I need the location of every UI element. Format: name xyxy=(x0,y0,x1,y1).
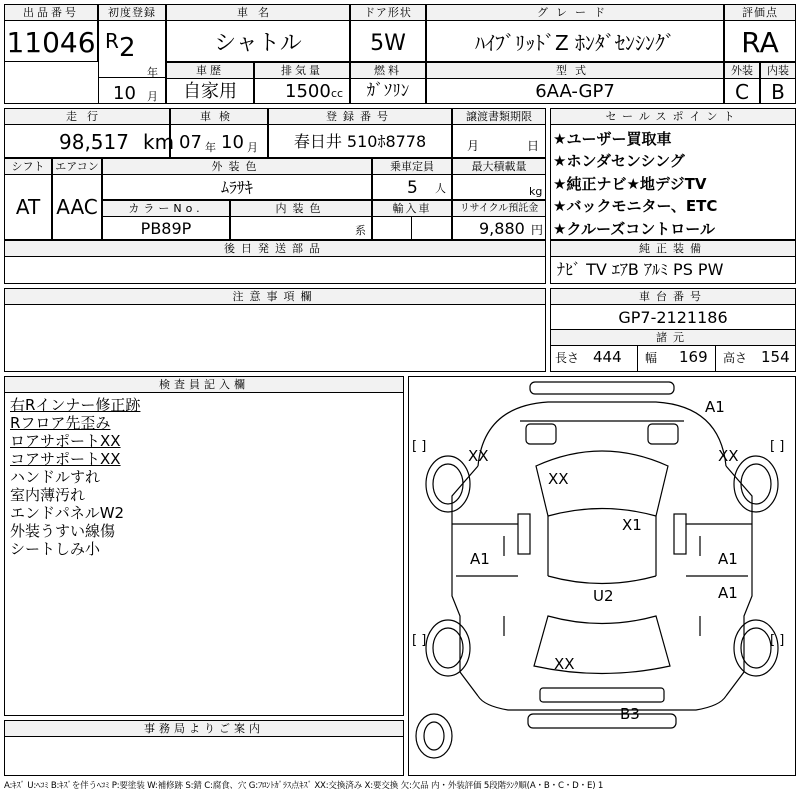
interior-grade: B xyxy=(771,80,785,104)
mark-a1-right-rear: A1 xyxy=(718,584,738,602)
equipment: ﾅﾋﾞ TV ｴｱB ｱﾙﾐ PS PW xyxy=(557,260,724,279)
fuel-cell xyxy=(350,62,426,104)
interior-color-label: 内装色 xyxy=(231,201,371,217)
later-parts-label: 後日発送部品 xyxy=(5,241,545,257)
lot-number-cell xyxy=(4,4,98,62)
mark-xx-front-left: XX xyxy=(468,447,489,465)
inspector-line-6: 室内薄汚れ xyxy=(10,486,86,504)
chassis-number: GP7-2121186 xyxy=(618,308,728,327)
interior-color-unit: 系 xyxy=(355,224,366,237)
mark-xx-hood: XX xyxy=(548,470,569,488)
recycle-label: リサイクル預託金 xyxy=(453,201,545,217)
recycle-unit: 円 xyxy=(531,223,544,237)
height: 154 xyxy=(761,348,790,366)
displacement: 1500 xyxy=(285,81,331,102)
plate-cell xyxy=(268,108,452,158)
sales-point-1: ★ユーザー買取車 xyxy=(553,130,672,148)
colorno-cell xyxy=(102,200,230,240)
recycle-cell xyxy=(452,200,546,240)
score-label: 評価点 xyxy=(725,5,795,21)
plate: 春日井 510ﾎ8778 xyxy=(293,132,427,151)
inspector-line-2: Rフロア先歪み xyxy=(10,414,111,432)
score: RA xyxy=(741,26,779,59)
model-label: 型式 xyxy=(427,63,723,79)
transfer-day-unit: 日 xyxy=(527,139,540,153)
import-label: 輸入車 xyxy=(373,201,451,217)
maxload-label: 最大積載量 xyxy=(453,159,545,175)
mark-a1-right-door: A1 xyxy=(718,550,738,568)
mileage-cell xyxy=(4,108,175,158)
bracket-right-front: [ ] xyxy=(770,439,785,454)
inspector-line-1: 右Rインナー修正跡 xyxy=(10,396,141,414)
year-unit: 年 xyxy=(147,66,158,79)
interior-grade-cell xyxy=(760,62,796,104)
mark-x1: X1 xyxy=(622,516,642,534)
inspection-month: 10 xyxy=(221,132,244,153)
inspector-line-4: コアサポートXX xyxy=(10,450,121,468)
score-cell xyxy=(724,4,796,62)
capacity-unit: 人 xyxy=(435,182,446,195)
era: R xyxy=(105,29,119,53)
grade-label: グレード xyxy=(427,5,723,21)
month-unit: 月 xyxy=(147,90,158,103)
inspector-line-5: ハンドルすれ xyxy=(10,468,101,486)
first-registration-cell xyxy=(98,4,166,104)
transfer-cell xyxy=(452,108,546,158)
sales-points-label: セールスポイント xyxy=(551,109,795,125)
fuel: ｶﾞｿﾘﾝ xyxy=(366,81,410,101)
ac: AAC xyxy=(56,195,98,219)
mark-u2: U2 xyxy=(593,587,614,605)
grade: ﾊｲﾌﾞﾘｯﾄﾞZ ﾎﾝﾀﾞｾﾝｼﾝｸﾞ xyxy=(474,31,676,55)
interior-grade-label: 内装 xyxy=(761,63,795,79)
shift-label: シフト xyxy=(5,159,51,175)
mileage: 98,517 xyxy=(59,130,129,154)
ac-cell xyxy=(52,158,102,240)
shift: AT xyxy=(15,195,41,219)
width: 169 xyxy=(679,348,708,366)
car-name-cell xyxy=(166,4,350,62)
car-name-label: 車名 xyxy=(167,5,349,21)
recycle: 9,880 xyxy=(479,219,525,238)
transfer-month-unit: 月 xyxy=(467,139,480,153)
bracket-left-rear: [ ] xyxy=(412,633,427,648)
inspector-line-9: シートしみ小 xyxy=(10,540,101,558)
length: 444 xyxy=(593,348,622,366)
color-label: 外装色 xyxy=(103,159,371,175)
era-year: 2 xyxy=(119,33,136,63)
interior-color-cell xyxy=(230,200,372,240)
first-registration-label: 初度登録 xyxy=(99,5,165,21)
model: 6AA-GP7 xyxy=(535,81,615,102)
import-cell xyxy=(372,200,452,240)
inspection-cell xyxy=(170,108,268,158)
mark-b3: B3 xyxy=(620,705,640,723)
mileage-unit: km xyxy=(143,130,175,154)
reg-month: 10 xyxy=(113,83,136,104)
ac-label: エアコン xyxy=(53,159,101,175)
office-cell xyxy=(4,720,404,776)
chassis-cell xyxy=(550,288,796,372)
displacement-label: 排気量 xyxy=(255,63,349,79)
color-cell xyxy=(102,158,372,200)
mark-a1-front-bumper: A1 xyxy=(705,398,725,416)
displacement-unit: cc xyxy=(331,87,344,100)
history-label: 車歴 xyxy=(167,63,253,79)
mark-xx-front-right: XX xyxy=(718,447,739,465)
mileage-label: 走行 xyxy=(5,109,169,125)
car-name: シャトル xyxy=(214,31,302,56)
chassis-label: 車台番号 xyxy=(551,289,795,305)
model-cell xyxy=(426,62,724,104)
plate-label: 登録番号 xyxy=(269,109,451,125)
fuel-label: 燃料 xyxy=(351,63,425,79)
bracket-left-front: [ ] xyxy=(412,439,427,454)
notes-label: 注意事項欄 xyxy=(5,289,545,305)
color: ﾑﾗｻｷ xyxy=(220,178,253,197)
mark-xx-rear: XX xyxy=(554,655,575,673)
door-label: ドア形状 xyxy=(351,5,425,21)
sales-point-4: ★バックモニター、ETC xyxy=(553,197,718,215)
sales-point-3: ★純正ナビ★地デジTV xyxy=(553,175,707,193)
lot-number: 11046 xyxy=(6,26,96,59)
car-outline-diagram xyxy=(408,376,796,776)
maxload-cell xyxy=(452,158,546,200)
capacity-label: 乗車定員 xyxy=(373,159,451,175)
colorno-label: カラーNo. xyxy=(103,201,229,217)
colorno: PB89P xyxy=(140,219,192,238)
door-cell xyxy=(350,4,426,62)
history-cell xyxy=(166,62,254,104)
inspection-month-unit: 月 xyxy=(247,141,258,154)
later-parts-cell xyxy=(4,240,546,284)
shift-cell xyxy=(4,158,52,240)
mark-a1-left-door: A1 xyxy=(470,550,490,568)
sales-point-2: ★ホンダセンシング xyxy=(553,152,685,170)
equipment-cell xyxy=(550,240,796,284)
inspection-year: 07 xyxy=(179,132,202,153)
exterior-grade-label: 外装 xyxy=(725,63,759,79)
bracket-right-rear: [ ] xyxy=(770,633,785,648)
transfer-label: 譲渡書類期限 xyxy=(453,109,545,125)
inspector-label: 検査員記入欄 xyxy=(5,377,403,393)
inspection-label: 車検 xyxy=(171,109,267,125)
legend: A:ｷｽﾞ U:ﾍｺﾐ B:ｷｽﾞを伴うﾍｺﾐ P:要塗装 W:補修跡 S:錆 C:腐食、穴 G:ﾌﾛﾝﾄｶﾞﾗｽ点ｷｽﾞ XX:交換済み X:要交換 欠:欠品 内・外装評価 5段階ﾗﾝｸ順(A・B・C・D・E) 1 xyxy=(4,781,604,791)
displacement-cell xyxy=(254,62,350,104)
office-label: 事務局よりご案内 xyxy=(5,721,403,737)
inspector-line-8: 外装うすい線傷 xyxy=(10,522,116,540)
history: 自家用 xyxy=(183,81,237,102)
width-label: 幅 xyxy=(645,351,658,365)
inspection-year-unit: 年 xyxy=(205,141,216,154)
notes-cell xyxy=(4,288,546,372)
exterior-grade-cell xyxy=(724,62,760,104)
length-label: 長さ xyxy=(555,351,580,365)
capacity-cell xyxy=(372,158,452,200)
sales-point-5: ★クルーズコントロール xyxy=(553,220,715,238)
lot-number-label: 出品番号 xyxy=(5,5,97,21)
equipment-label: 純正装備 xyxy=(551,241,795,257)
height-label: 高さ xyxy=(723,351,748,365)
maxload-unit: kg xyxy=(529,185,543,198)
door-type: 5W xyxy=(370,31,406,56)
grade-cell xyxy=(426,4,724,62)
inspector-line-7: エンドパネルW2 xyxy=(10,504,125,522)
capacity: 5 xyxy=(407,178,418,198)
spec-label: 諸元 xyxy=(551,329,795,346)
exterior-grade: C xyxy=(735,80,749,104)
inspector-line-3: ロアサポートXX xyxy=(10,432,121,450)
